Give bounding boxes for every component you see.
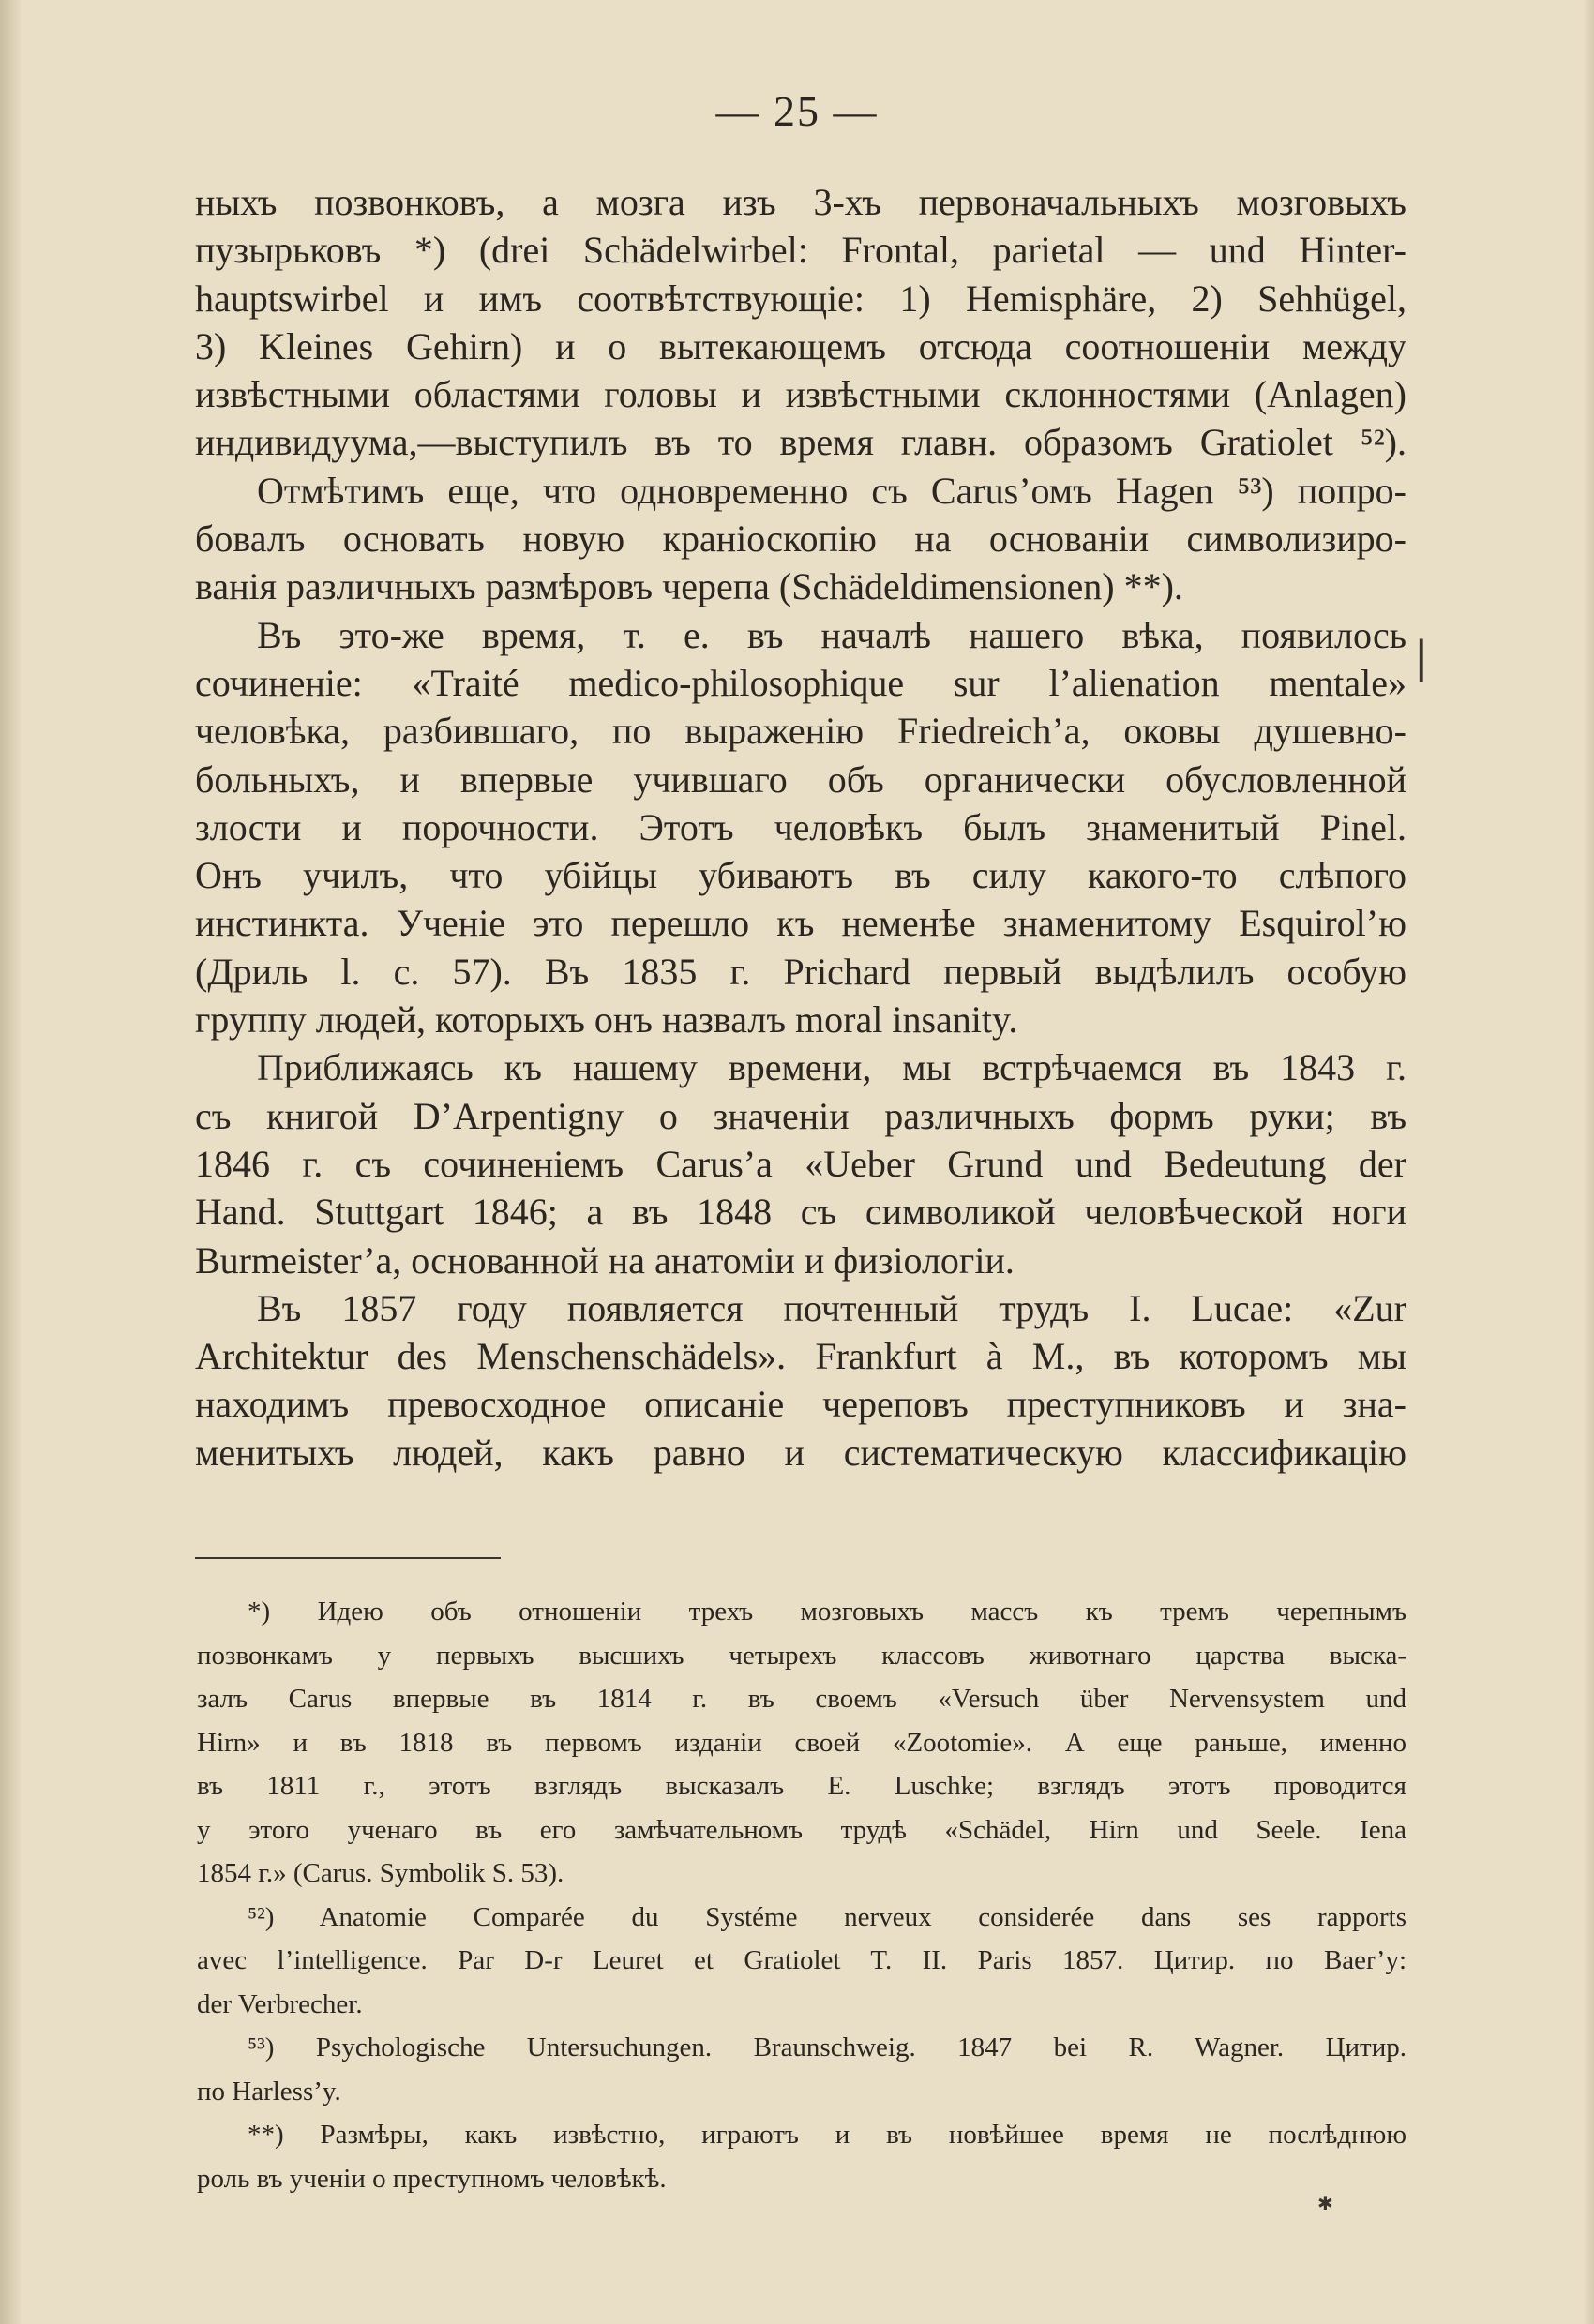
text-line: Въ 1857 году появляется почтенный трудъ I. Lucae: «Zur xyxy=(257,1286,1406,1329)
footnote-line: залъ Carus впервые въ 1814 г. въ своемъ «Versuch über Nervensystem und xyxy=(197,1684,1406,1714)
footnotes xyxy=(197,1590,1406,2200)
text-line: бовалъ основать новую краніоскопію на основаніи символизиро- xyxy=(195,517,1406,561)
text-line: Burmeister’a, основанной на анатоміи и физіологіи. xyxy=(195,1238,1015,1282)
footnote-line: роль въ ученіи о преступномъ человѣкѣ. xyxy=(197,2163,667,2194)
text-line: Приближаясь къ нашему времени, мы встрѣчаемся въ 1843 г. xyxy=(257,1046,1406,1089)
body-text xyxy=(195,178,1406,1477)
footnote-line: *) Идею объ отношеніи трехъ мозговыхъ массъ къ тремъ черепнымъ xyxy=(248,1597,1406,1627)
footnote-line: ⁵³) Psychologische Untersuchungen. Braunschweig. 1847 bei R. Wagner. Цитир. xyxy=(248,2032,1406,2062)
text-line: (Дриль l. с. 57). Въ 1835 г. Prichard первый выдѣлилъ особую xyxy=(195,950,1406,993)
page-number: — 25 — xyxy=(715,87,879,135)
text-line: злости и порочности. Этотъ человѣкъ былъ знаменитый Pinel. xyxy=(195,805,1406,848)
text-line: 1846 г. съ сочиненіемъ Carus’a «Ueber Grund und Bedeutung der xyxy=(195,1142,1406,1185)
footnote-line: у этого ученаго въ его замѣчательномъ трудѣ «Schädel, Hirn und Seele. Iena xyxy=(197,1814,1406,1845)
text-line: Отмѣтимъ еще, что одновременно съ Carus’омъ Hagen ⁵³) попро- xyxy=(257,469,1406,512)
text-line: 3) Kleines Gehirn) и о вытекающемъ отсюда соотношеніи между xyxy=(195,324,1406,367)
footnote-line: позвонкамъ у первыхъ высшихъ четырехъ классовъ животнаго царства выска- xyxy=(197,1640,1406,1671)
ink-blot-mark: ✱ xyxy=(1317,2192,1333,2214)
text-line: ныхъ позвонковъ, а мозга изъ 3-хъ первоначальныхъ мозговыхъ xyxy=(195,181,1406,223)
margin-bar-mark: | xyxy=(1414,632,1429,682)
text-line: Hand. Stuttgart 1846; а въ 1848 съ символикой человѣческой ноги xyxy=(195,1191,1406,1234)
text-line: находимъ превосходное описаніе череповъ преступниковъ и зна- xyxy=(195,1383,1406,1426)
text-line: менитыхъ людей, какъ равно и систематическую классификацію xyxy=(195,1431,1406,1474)
text-line: Architektur des Menschenschädels». Frankfurt à M., въ которомъ мы xyxy=(195,1335,1406,1378)
footnote-line: avec l’intelligence. Par D-r Leuret et Gratiolet T. II. Paris 1857. Цитир. по Baer’y: xyxy=(197,1945,1406,1975)
footnote-line: der Verbrecher. xyxy=(197,1988,363,2019)
footnote-separator xyxy=(195,1557,501,1559)
footnote-line: въ 1811 г., этотъ взглядъ высказалъ E. Luschke; взглядъ этотъ проводится xyxy=(197,1771,1406,1801)
text-line: индивидуума,—выступилъ въ то время главн. образомъ Gratiolet ⁵²). xyxy=(195,421,1406,464)
text-line: сочиненіе: «Traité medico-philosophique sur l’alienation mentale» xyxy=(195,661,1406,704)
text-line: hauptswirbel и имъ соотвѣтствующіе: 1) Hemisphäre, 2) Sehhügel, xyxy=(195,277,1406,320)
text-line: инстинкта. Ученіе это перешло къ неменѣе знаменитому Esquirol’ю xyxy=(195,902,1406,945)
text-line: ванія различныхъ размѣровъ черепа (Schädeldimensionen) **). xyxy=(195,565,1183,608)
text-line: Онъ училъ, что убійцы убиваютъ въ силу какого-то слѣпого xyxy=(195,854,1406,897)
text-line: группу людей, которыхъ онъ назвалъ moral insanity. xyxy=(195,998,1018,1042)
text-line: извѣстными областями головы и извѣстными склонностями (Anlagen) xyxy=(195,373,1406,416)
page-gutter-shadow xyxy=(0,0,21,2324)
text-line: пузырьковъ *) (drei Schädelwirbel: Frontal, parietal — und Hinter- xyxy=(195,229,1406,272)
text-line: Въ это-же время, т. е. въ началѣ нашего вѣка, появилось xyxy=(257,613,1406,656)
text-line: больныхъ, и впервые учившаго объ органически обусловленной xyxy=(195,757,1406,801)
text-line: съ книгой D’Arpentigny о значеніи различныхъ формъ руки; въ xyxy=(195,1094,1406,1137)
text-line: человѣка, разбившаго, по выраженію Friedreich’a, оковы душевно- xyxy=(195,710,1406,753)
footnote-line: по Harless’y. xyxy=(197,2076,341,2107)
footnote-line: 1854 г.» (Carus. Symbolik S. 53). xyxy=(197,1858,564,1888)
page-edge-shadow xyxy=(1583,0,1594,2324)
footnote-line: Hirn» и въ 1818 въ первомъ изданіи своей «Zootomie». А еще раньше, именно xyxy=(197,1727,1406,1758)
footnote-line: ⁵²) Anatomie Comparée du Systéme nerveux considerée dans ses rapports xyxy=(248,1901,1406,1932)
footnote-line: **) Размѣры, какъ извѣстно, играютъ и въ новѣйшее время не послѣднюю xyxy=(248,2120,1406,2150)
